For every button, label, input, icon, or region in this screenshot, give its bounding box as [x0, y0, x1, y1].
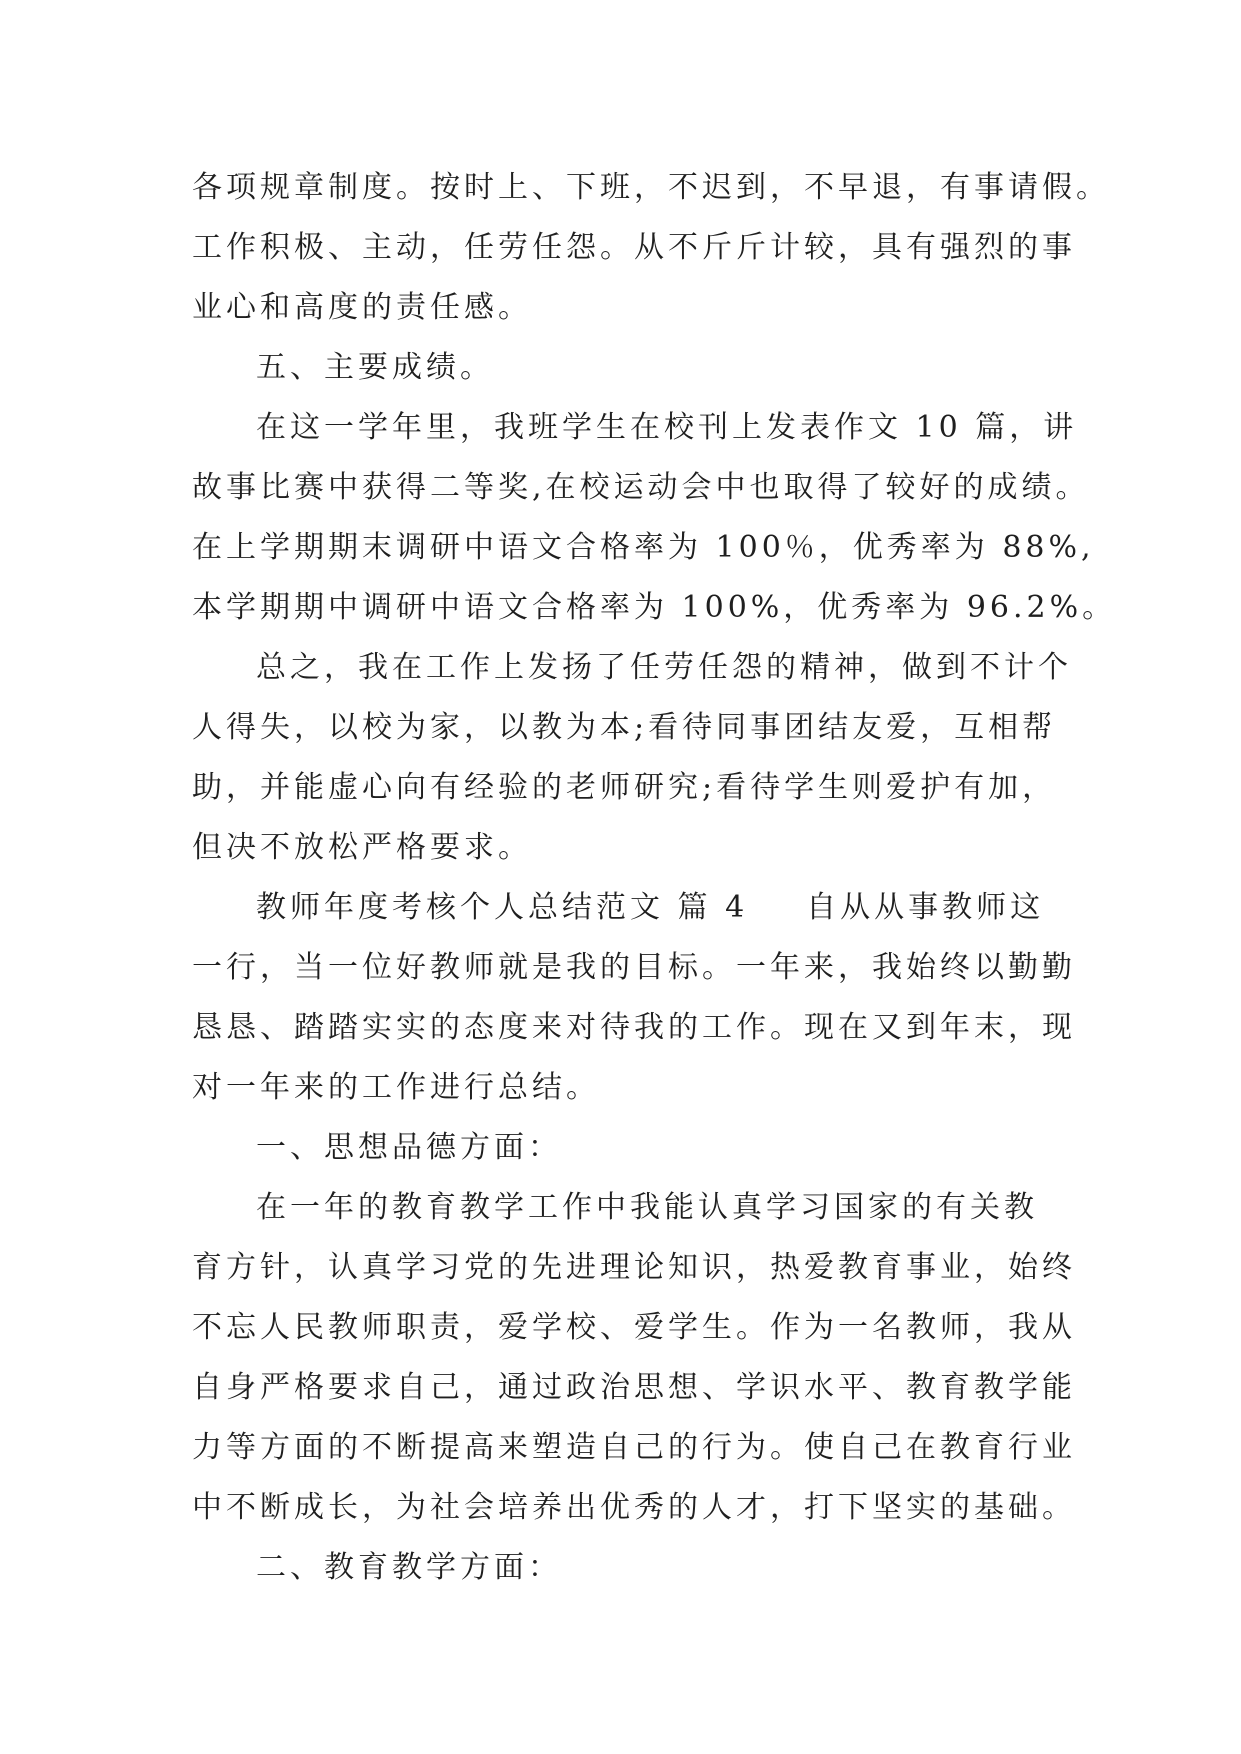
text-line: 本学期期中调研中语文合格率为 100%，优秀率为 96.2%。: [192, 590, 1117, 625]
text-line: 不忘人民教师职责，爱学校、爱学生。作为一名教师，我从: [192, 1310, 1076, 1345]
text-line: 中不断成长，为社会培养出优秀的人才，打下坚实的基础。: [192, 1490, 1076, 1525]
text-line: 恳恳、踏踏实实的态度来对待我的工作。现在又到年末，现: [192, 1010, 1076, 1045]
section-heading: 五、主要成绩。: [256, 350, 494, 385]
section-heading: 一、思想品德方面：: [256, 1130, 562, 1165]
section-heading: 二、教育教学方面：: [256, 1550, 562, 1585]
article-heading-line: [192, 878, 1062, 938]
text-line: 助，并能虚心向有经验的老师研究;看待学生则爱护有加，: [192, 770, 1057, 805]
text-line: 对一年来的工作进行总结。: [192, 1070, 600, 1105]
text-line: 在一年的教育教学工作中我能认真学习国家的有关教: [256, 1190, 1038, 1225]
text-line: 人得失，以校为家，以教为本;看待同事团结友爱，互相帮: [192, 710, 1057, 745]
text-line: 自身严格要求自己，通过政治思想、学识水平、教育教学能: [192, 1370, 1076, 1405]
text-line: 一行，当一位好教师就是我的目标。一年来，我始终以勤勤: [192, 950, 1076, 985]
text-line: 总之，我在工作上发扬了任劳任怨的精神，做到不计个: [256, 650, 1072, 685]
text-line: 工作积极、主动，任劳任怨。从不斤斤计较，具有强烈的事: [192, 230, 1076, 265]
text-line: 故事比赛中获得二等奖,在校运动会中也取得了较好的成绩。: [192, 470, 1090, 505]
text-line: 育方针，认真学习党的先进理论知识，热爱教育事业，始终: [192, 1250, 1076, 1285]
text-line: 力等方面的不断提高来塑造自己的行为。使自己在教育行业: [192, 1430, 1076, 1465]
document-body: [192, 158, 1117, 1598]
text-line: 但决不放松严格要求。: [192, 830, 532, 865]
text-line: 在这一学年里，我班学生在校刊上发表作文 10 篇，讲: [256, 410, 1078, 445]
article-heading: 教师年度考核个人总结范文 篇 4: [256, 890, 749, 925]
text-line: 各项规章制度。按时上、下班，不迟到，不早退，有事请假。: [192, 170, 1110, 205]
article-heading-tail: 自从从事教师这: [806, 890, 1045, 925]
text-line: 业心和高度的责任感。: [192, 290, 532, 325]
text-line: 在上学期期末调研中语文合格率为 100％，优秀率为 88%,: [192, 530, 1095, 565]
